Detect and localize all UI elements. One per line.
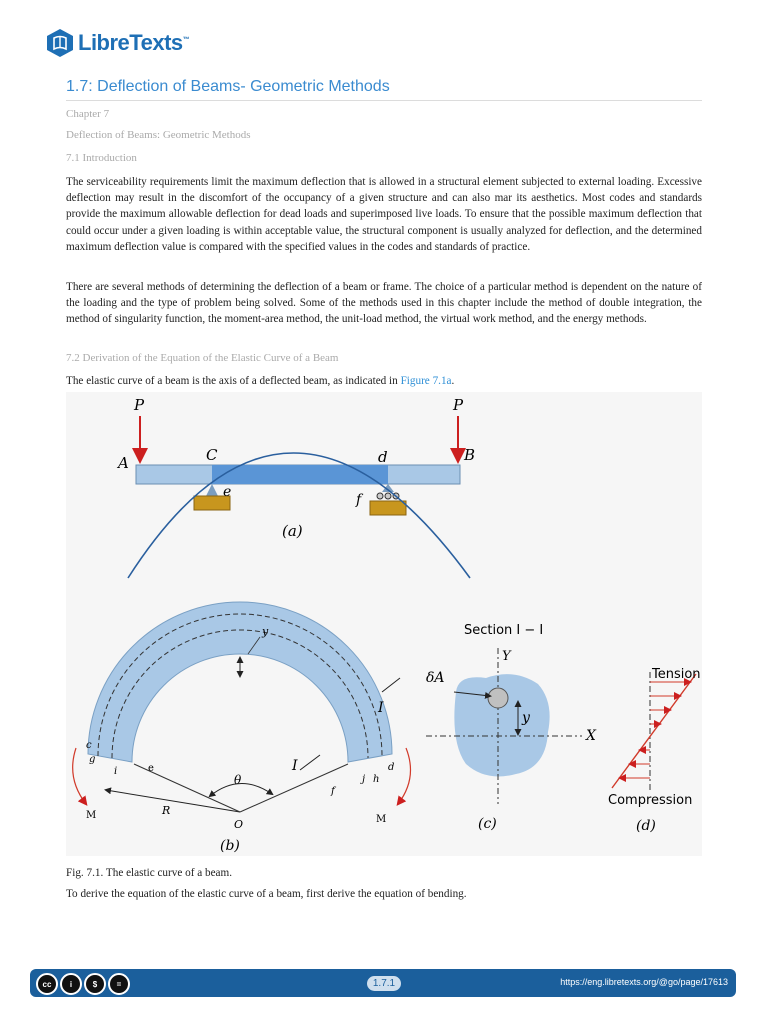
- label-y-b: y: [262, 625, 269, 638]
- label-m-right: M: [376, 814, 387, 825]
- sharealike-icon: =: [108, 973, 130, 995]
- label-f-b: f: [331, 786, 335, 797]
- label-tension: Tension: [652, 667, 701, 682]
- caption-d: (d): [636, 818, 656, 834]
- label-o: O: [234, 818, 244, 831]
- figure-part-c: [426, 623, 597, 832]
- caption-c: (c): [478, 816, 497, 832]
- label-delta-a: δA: [426, 670, 445, 686]
- axis-x-label: X: [586, 728, 596, 744]
- figure-7-1a-link[interactable]: Figure 7.1a: [400, 375, 452, 387]
- label-c-b: c: [86, 740, 92, 751]
- chapter-title: Deflection of Beams: Geometric Methods: [66, 129, 251, 141]
- label-theta: θ: [234, 773, 242, 787]
- label-d-b: d: [388, 762, 395, 773]
- noncommercial-icon: $: [84, 973, 106, 995]
- label-h: h: [373, 774, 380, 785]
- label-a: A: [118, 454, 129, 472]
- label-c: C: [206, 446, 218, 464]
- label-r: R: [162, 804, 171, 817]
- chapter-label: Chapter 7: [66, 108, 110, 120]
- libretexts-logo[interactable]: [46, 28, 189, 58]
- figure-part-a: [116, 396, 475, 578]
- cc-icon: cc: [36, 973, 58, 995]
- paragraph-elastic-curve: The elastic curve of a beam is the axis of a deflected beam, as indicated in Figure 7.1a.: [66, 375, 455, 387]
- label-compression: Compression: [608, 793, 693, 808]
- label-e-b: e: [148, 763, 154, 774]
- label-d: d: [378, 448, 388, 466]
- label-g: g: [89, 754, 96, 765]
- section-title: Section I − I: [464, 623, 544, 638]
- axis-y-label: Y: [502, 649, 511, 664]
- label-j: j: [362, 774, 366, 785]
- license-badge[interactable]: [36, 973, 130, 995]
- brand-name: LibreTexts™: [78, 30, 190, 55]
- label-m-left: M: [86, 810, 97, 821]
- libretexts-hex-icon: [46, 28, 74, 58]
- label-i: i: [114, 766, 118, 777]
- paragraph-methods: There are several methods of determining the deflection of a beam or frame. The choice of a particular method is dependent on the nature of the loading and the type of problem being solved. Some of the methods used in this chapter include the method of double integration, the method of singularity function, the moment-area method, the unit-load method, the virtual work method, and the energy methods.: [66, 281, 702, 326]
- label-f: f: [356, 492, 362, 508]
- page-number: 1.7.1: [367, 976, 401, 991]
- paragraph-intro: The serviceability requirements limit the maximum deflection that is allowed in a structural element subjected to external loading. Excessive deflection may result in the discomfort of the occupancy of a given structure and can also mar its aesthetics. Most codes and standards provide the maximum allowable deflection for dead loads and superimposed live loads. To ensure that the possible maximum deflection that could occur under a given loading is within acceptable value, the structural component is usually analyzed for deflection, and the determined maximum deflection value is compared with the specified values in the codes and standards of practice.: [66, 176, 702, 253]
- figure-7-1: [66, 392, 702, 856]
- label-i-lower: I: [292, 758, 298, 774]
- figure-part-d: [608, 667, 701, 834]
- page-url[interactable]: https://eng.libretexts.org/@go/page/17613: [560, 977, 728, 987]
- load-p-left: P: [134, 396, 145, 414]
- figure-caption: Fig. 7.1. The elastic curve of a beam.: [66, 867, 232, 879]
- section-heading-intro: 7.1 Introduction: [66, 152, 137, 164]
- section-heading-derivation: 7.2 Derivation of the Equation of the Elastic Curve of a Beam: [66, 352, 339, 364]
- page-title: 1.7: Deflection of Beams- Geometric Methods: [66, 78, 390, 95]
- title-divider: [66, 100, 702, 101]
- attribution-icon: i: [60, 973, 82, 995]
- label-e: e: [223, 484, 232, 500]
- paragraph-bending: To derive the equation of the elastic curve of a beam, first derive the equation of bending.: [66, 888, 467, 900]
- label-i-upper: I: [378, 700, 384, 716]
- label-y-c: y: [522, 710, 530, 726]
- figure-part-b: [73, 602, 411, 854]
- load-p-right: P: [453, 396, 464, 414]
- caption-b: (b): [220, 838, 240, 854]
- label-b: B: [464, 446, 476, 464]
- caption-a: (a): [282, 522, 303, 540]
